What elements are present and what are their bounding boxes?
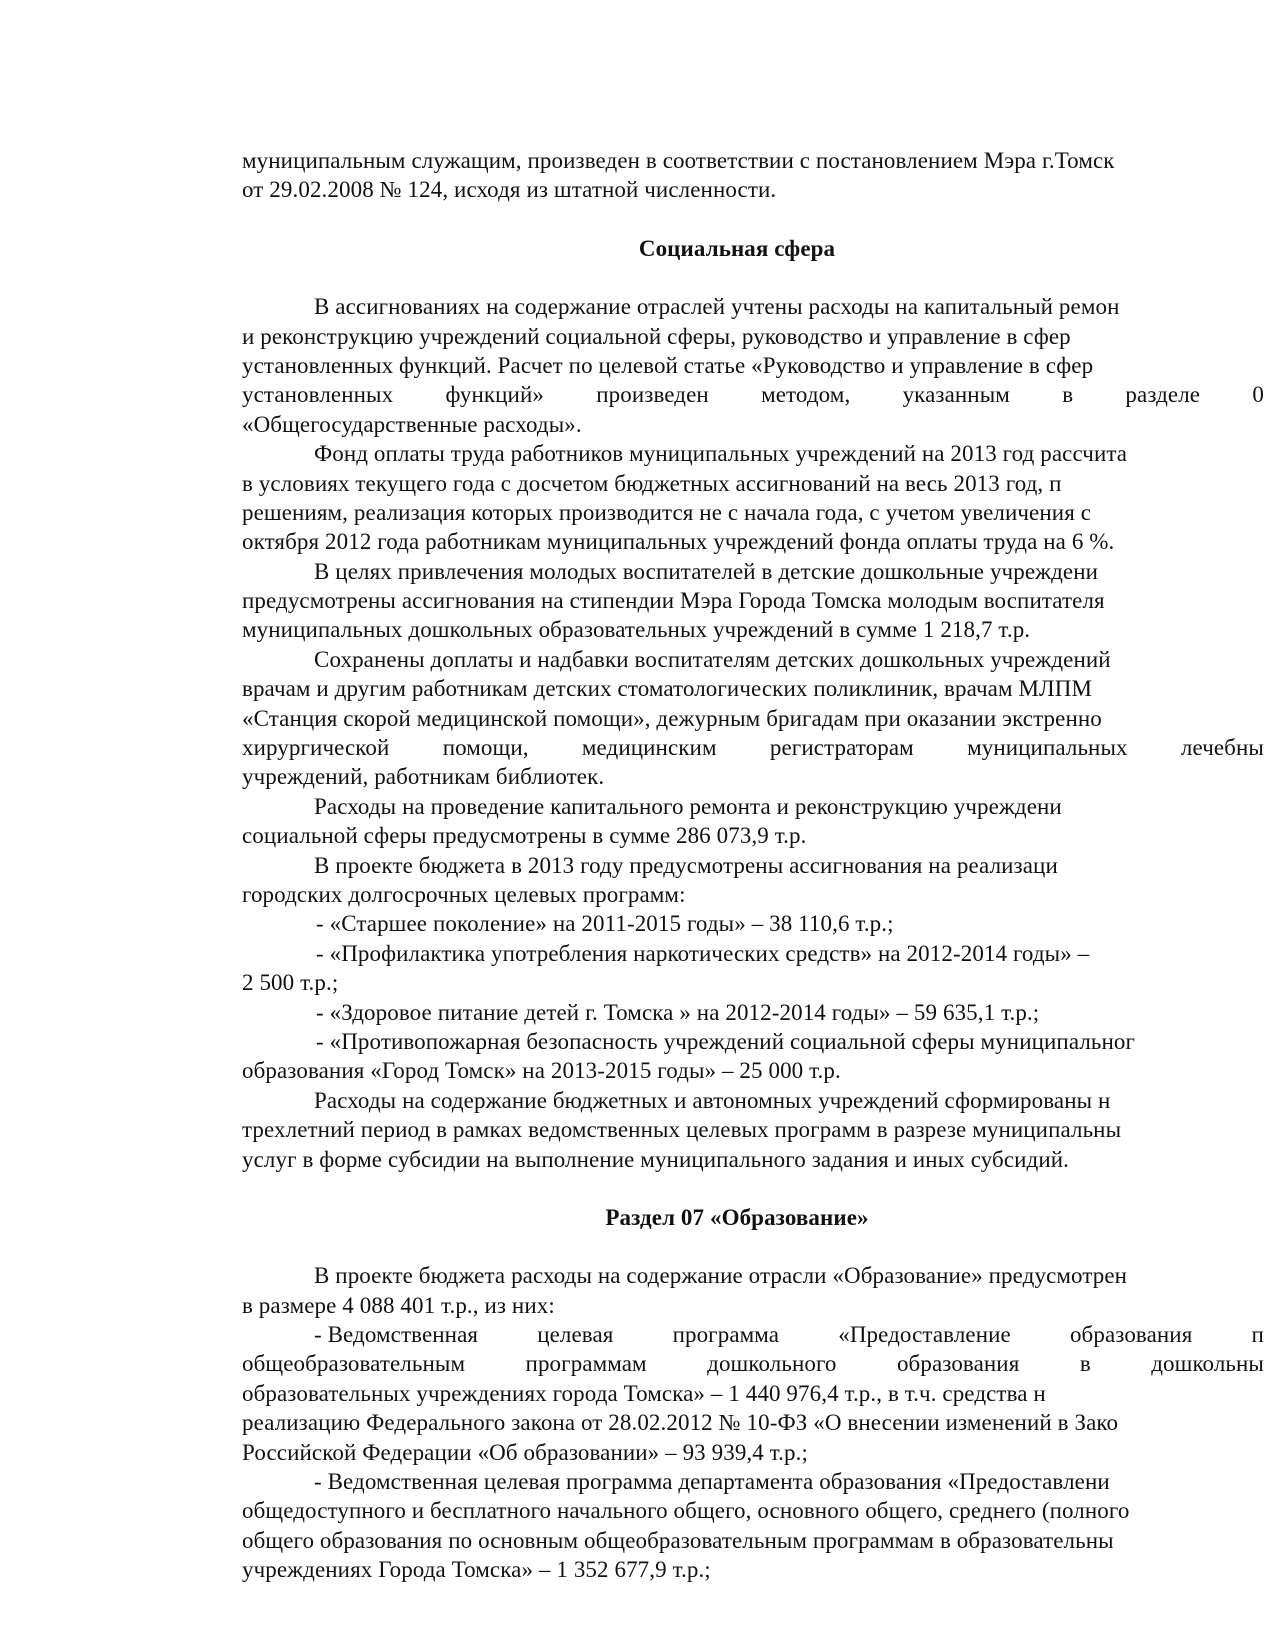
list-item: - «Здоровое питание детей г. Томска » на 2012-2014 годы» – 59 635,1 т.р.; xyxy=(316,999,1040,1025)
text-line-justified: - Ведомственная целевая программа «Предоставление образования п xyxy=(314,1322,1264,1348)
text-line-justified: хирургической помощи, медицинским регистраторам муниципальных лечебны xyxy=(242,735,1264,761)
text-line: «Общегосударственные расходы». xyxy=(242,411,582,437)
text-line-justified: общеобразовательным программам дошкольного образования в дошкольны xyxy=(242,1351,1264,1377)
text-line: образования «Город Томск» на 2013-2015 годы» – 25 000 т.р. xyxy=(242,1058,841,1084)
text-line: муниципальным служащим, произведен в соответствии с постановлением Мэра г.Томск xyxy=(242,148,1115,173)
text-line: от 29.02.2008 № 124, исходя из штатной численности. xyxy=(242,177,777,203)
text-line: учреждениях Города Томска» – 1 352 677,9 т.р.; xyxy=(242,1557,711,1583)
text-line: общего образования по основным общеобразовательным программам в образовательны xyxy=(242,1527,1114,1553)
text-line: городских долгосрочных целевых программ: xyxy=(242,881,686,907)
list-item: - «Противопожарная безопасность учреждений социальной сферы муниципальног xyxy=(316,1028,1136,1054)
text-line: В проекте бюджета расходы на содержание отрасли «Образование» предусмотрен xyxy=(314,1263,1128,1289)
text-line: реализацию Федерального закона от 28.02.2012 № 10-ФЗ «О внесении изменений в Зако xyxy=(242,1410,1119,1436)
text-line: в условиях текущего года с досчетом бюджетных ассигнований на весь 2013 год, п xyxy=(242,470,1062,496)
text-line: решениям, реализация которых производится не с начала года, с учетом увеличения с xyxy=(242,499,1092,525)
text-line: - Ведомственная целевая программа департамента образования «Предоставлени xyxy=(314,1469,1110,1495)
text-line: услуг в форме субсидии на выполнение муниципального задания и иных субсидий. xyxy=(242,1146,1070,1172)
text-line: трехлетний период в рамках ведомственных целевых программ в разрезе муниципальны xyxy=(242,1117,1122,1143)
text-line: Фонд оплаты труда работников муниципальных учреждений на 2013 год рассчита xyxy=(314,441,1128,467)
text-line: в размере 4 088 401 т.р., из них: xyxy=(242,1292,555,1318)
document-text xyxy=(242,146,1275,1585)
list-item: - «Профилактика употребления наркотических средств» на 2012-2014 годы» – xyxy=(316,940,1090,966)
text-line: и реконструкцию учреждений социальной сферы, руководство и управление в сфер xyxy=(242,323,1071,349)
text-line: В проекте бюджета в 2013 году предусмотрены ассигнования на реализаци xyxy=(314,852,1058,878)
text-line: учреждений, работникам библиотек. xyxy=(242,764,605,790)
text-line: Российской Федерации «Об образовании» – 93 939,4 т.р.; xyxy=(242,1439,808,1465)
text-line: муниципальных дошкольных образовательных учреждений в сумме 1 218,7 т.р. xyxy=(242,617,1031,643)
text-line-justified: установленных функций» произведен методом, указанным в разделе 0 xyxy=(242,382,1264,408)
text-line: октября 2012 года работникам муниципальных учреждений фонда оплаты труда на 6 %. xyxy=(242,529,1115,555)
text-line: Расходы на содержание бюджетных и автономных учреждений сформированы н xyxy=(314,1087,1111,1113)
text-line: «Станция скорой медицинской помощи», дежурным бригадам при оказании экстренно xyxy=(242,705,1102,731)
text-line: установленных функций. Расчет по целевой статье «Руководство и управление в сфер xyxy=(242,352,1094,378)
text-line: предусмотрены ассигнования на стипендии Мэра Города Томска молодым воспитателя xyxy=(242,588,1105,614)
text-line: 2 500 т.р.; xyxy=(242,970,339,996)
list-item: - «Старшее поколение» на 2011-2015 годы» – 38 110,6 т.р.; xyxy=(316,911,894,937)
text-line: общедоступного и бесплатного начального общего, основного общего, среднего (полного xyxy=(242,1498,1130,1524)
text-line: Расходы на проведение капитального ремонта и реконструкцию учреждени xyxy=(314,793,1062,819)
text-line: В целях привлечения молодых воспитателей в детские дошкольные учреждени xyxy=(314,558,1099,584)
section-heading-social: Социальная сфера xyxy=(638,235,836,261)
text-line: врачам и другим работникам детских стоматологических поликлиник, врачам МЛПМ xyxy=(242,676,1092,702)
text-line: Сохранены доплаты и надбавки воспитателям детских дошкольных учреждений xyxy=(314,646,1111,672)
text-line: В ассигнованиях на содержание отраслей учтены расходы на капитальный ремон xyxy=(314,294,1120,320)
text-line: социальной сферы предусмотрены в сумме 286 073,9 т.р. xyxy=(242,823,807,849)
section-heading-education: Раздел 07 «Образование» xyxy=(605,1204,869,1230)
text-line: образовательных учреждениях города Томска» – 1 440 976,4 т.р., в т.ч. средства н xyxy=(242,1380,1046,1406)
